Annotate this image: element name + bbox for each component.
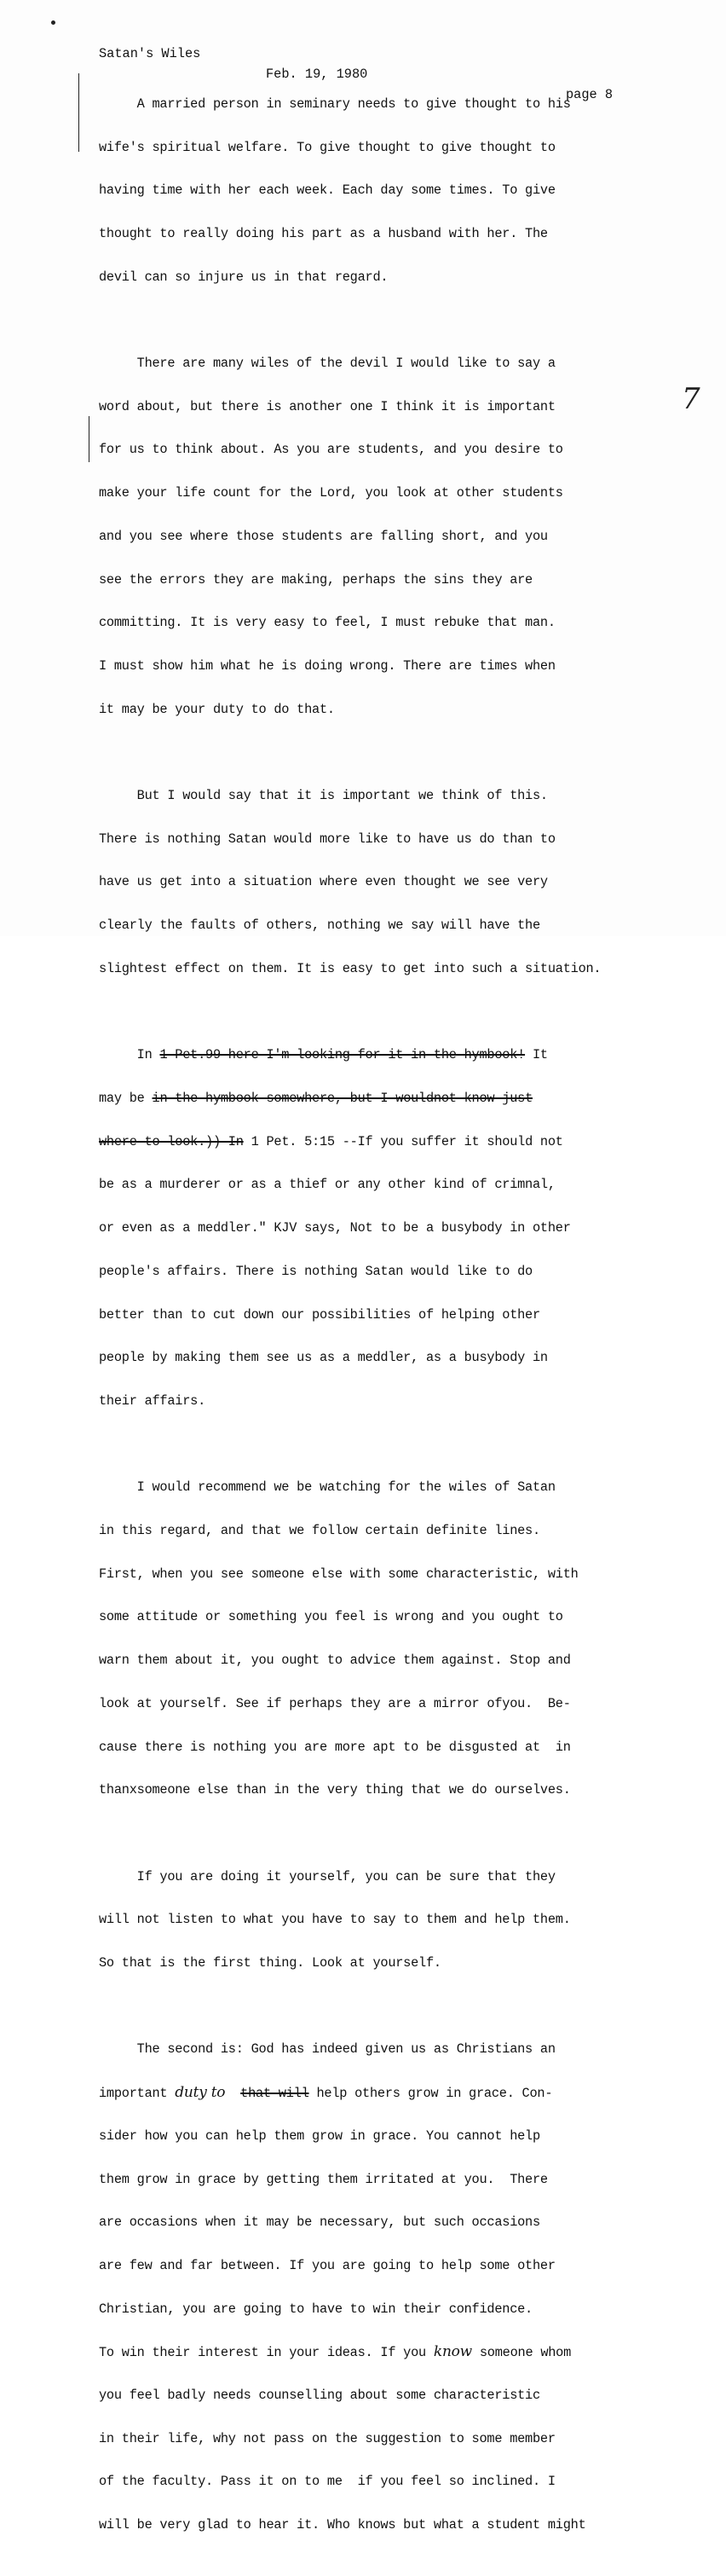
document-date: Feb. 19, 1980 — [266, 67, 368, 82]
paragraph-6 — [99, 1841, 687, 2000]
text-line: them grow in grace by getting them irritated at you. There — [99, 2171, 548, 2187]
text-line: So that is the first thing. Look at yourself. — [99, 1955, 441, 1971]
text-line-edited: important duty to that will help others grow in grace. Con- — [99, 2084, 553, 2102]
text-line: sider how you can help them grow in grace. You cannot help — [99, 2127, 540, 2144]
text-line: people's affairs. There is nothing Satan would like to do — [99, 1263, 533, 1279]
text-line: There are many wiles of the devil I would like to say a — [99, 356, 556, 372]
margin-bracket-1 — [78, 73, 79, 152]
ink-speck — [51, 20, 55, 25]
text-line: and you see where those students are falling short, and you — [99, 528, 548, 544]
paragraph-1 — [99, 68, 687, 313]
text-line: will be very glad to hear it. Who knows but what a student might — [99, 2517, 586, 2533]
handwritten-insert: know — [433, 2343, 472, 2361]
text-line-edited: To win their interest in your ideas. If you know someone whom — [99, 2343, 572, 2361]
text-line: it may be your duty to do that. — [99, 701, 335, 717]
text-line: are few and far between. If you are going to help some other — [99, 2257, 556, 2273]
text-line: I must show him what he is doing wrong. There are times when — [99, 657, 556, 674]
text-line-edited: may be in the hymbook somewhere, but I wouldnot know just — [99, 1090, 533, 1106]
text-line: are occasions when it may be necessary, but such occasions — [99, 2214, 540, 2231]
struck-text: in the hymbook somewhere, but I wouldnot know just — [152, 1090, 533, 1106]
text-line: word about, but there is another one I think it is important — [99, 398, 556, 414]
text-line: better than to cut down our possibilities of helping other — [99, 1306, 540, 1323]
text-line: make your life count for the Lord, you look at other students — [99, 485, 563, 501]
text-line: their affairs. — [99, 1392, 206, 1409]
paragraph-2 — [99, 327, 687, 745]
text-line: I would recommend we be watching for the wiles of Satan — [99, 1479, 556, 1496]
text-line: have us get into a situation where even thought we see very — [99, 874, 548, 890]
text-line: clearly the faults of others, nothing we say will have the — [99, 918, 540, 934]
text-line: First, when you see someone else with some characteristic, with — [99, 1566, 579, 1582]
struck-text: that will — [240, 2086, 309, 2102]
margin-mark: 7 — [682, 382, 700, 416]
text-line: cause there is nothing you are more apt to be disgusted at in — [99, 1739, 571, 1755]
text-line: see the errors they are making, perhaps the sins they are — [99, 571, 533, 588]
text-line: people by making them see us as a meddler, as a busybody in — [99, 1350, 548, 1366]
paragraph-5 — [99, 1452, 687, 1826]
paragraph-3 — [99, 760, 687, 1004]
text-line-edited: In 1 Pet.99 here I'm looking for it in the hymbook! It — [99, 1047, 548, 1063]
text-line: If you are doing it yourself, you can be sure that they — [99, 1868, 556, 1884]
document-body — [99, 68, 687, 2576]
text-line: be as a murderer or as a thief or any other kind of crimnal, — [99, 1177, 556, 1193]
text-line: in their life, why not pass on the suggestion to some member — [99, 2430, 556, 2446]
text-line: devil can so injure us in that regard. — [99, 269, 389, 285]
text-line-edited: where to look.)) In 1 Pet. 5:15 --If you suffer it should not — [99, 1133, 563, 1149]
text-line: having time with her each week. Each day some times. To give — [99, 182, 556, 199]
paragraph-4 — [99, 1019, 687, 1437]
text-line: or even as a meddler." KJV says, Not to be a busybody in other — [99, 1220, 571, 1236]
paragraph-7 — [99, 2014, 687, 2562]
text-line: thought to really doing his part as a husband with her. The — [99, 225, 548, 241]
page-number: page 8 — [566, 87, 614, 102]
text-line: you feel badly needs counselling about some characteristic — [99, 2388, 540, 2404]
text-line: There is nothing Satan would more like to have us do than to — [99, 831, 556, 847]
page-header — [99, 23, 627, 102]
text-line: thanxsomeone else than in the very thing that we do ourselves. — [99, 1782, 571, 1798]
text-line: Christian, you are going to have to win their confidence. — [99, 2301, 533, 2317]
text-line: will not listen to what you have to say to them and help them. — [99, 1912, 571, 1928]
text-line: The second is: God has indeed given us as Christians an — [99, 2041, 556, 2058]
text-line: wife's spiritual welfare. To give thought to give thought to — [99, 139, 556, 155]
text-line: But I would say that it is important we think of this. — [99, 788, 548, 804]
text-line: in this regard, and that we follow certain definite lines. — [99, 1523, 540, 1539]
struck-text: 1 Pet.99 here I'm looking for it in the hymbook! — [159, 1047, 526, 1063]
text-line: some attitude or something you feel is wrong and you ought to — [99, 1609, 563, 1625]
text-line: of the faculty. Pass it on to me if you feel so inclined. I — [99, 2474, 556, 2490]
handwritten-insert: duty to — [175, 2084, 226, 2102]
text-line: slightest effect on them. It is easy to get into such a situation. — [99, 960, 602, 976]
text-line: look at yourself. See if perhaps they are a mirror ofyou. Be- — [99, 1695, 571, 1711]
text-line: A married person in seminary needs to give thought to his — [99, 96, 571, 112]
text-line: committing. It is very easy to feel, I must rebuke that man. — [99, 615, 556, 631]
document-title: Satan's Wiles — [99, 46, 201, 61]
struck-text: where to look.)) In — [99, 1133, 244, 1149]
text-line: warn them about it, you ought to advice them against. Stop and — [99, 1653, 571, 1669]
text-line: for us to think about. As you are students, and you desire to — [99, 442, 563, 458]
